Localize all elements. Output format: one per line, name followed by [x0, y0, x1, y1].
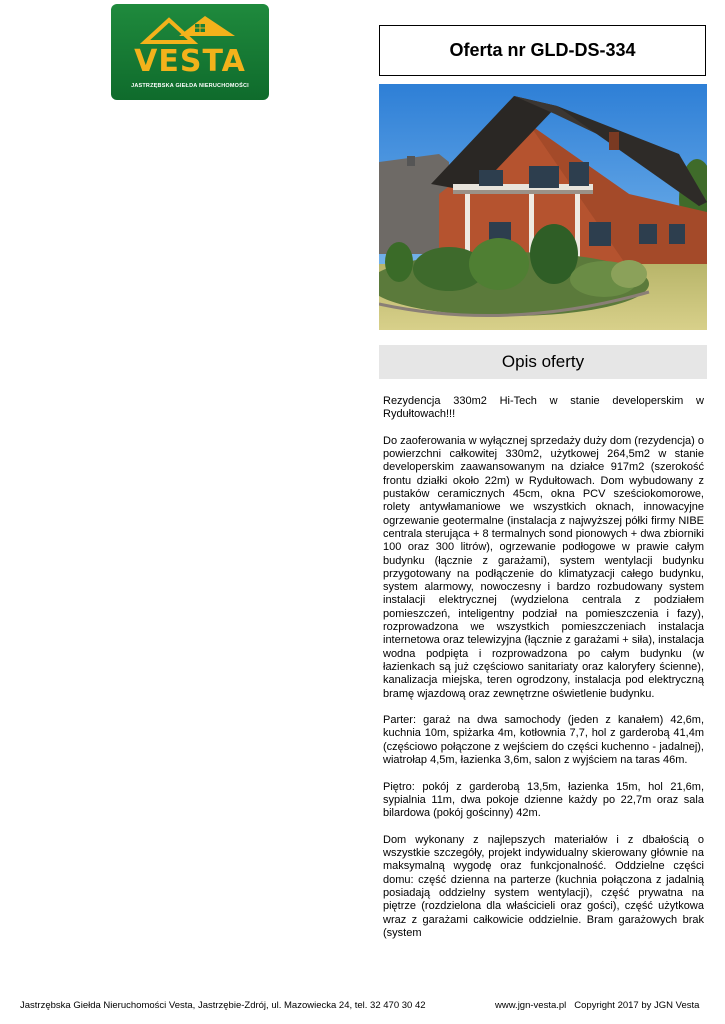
offer-title: Oferta nr GLD-DS-334: [449, 40, 636, 60]
offer-description: [383, 395, 704, 953]
description-paragraph: Piętro: pokój z garderobą 13,5m, łazienka 15m, hol 21,6m, sypialnia 11m, dwa pokoje dzienne każdy po 22,7m oraz sala bilardowa (pokój gościnny) 42m.: [383, 780, 704, 820]
house-roof-icon: [139, 14, 241, 46]
logo-wordmark: VESTA: [134, 44, 246, 79]
description-paragraph: Dom wykonany z najlepszych materiałów i z dbałością o wszystkie szczegóły, projekt indywidualny skierowany głównie na maksymalną wygodę oraz funkcjonalność. Oddzielne części domu: część dzienna na parterze (kuchnia połączona z jadalnią posiadają oddzielny system wentylacji), część prywatna na piętrze (rozdzielona dla właścicieli oraz gości), część użytkowa wraz z garażami całkowicie oddzielnie. Bram garażowych brak (system: [383, 833, 704, 939]
logo-subtitle: JASTRZĘBSKA GIEŁDA NIERUCHOMOŚCI: [131, 83, 249, 89]
footer-copyright: Copyright 2017 by JGN Vesta: [574, 1000, 700, 1011]
offer-title-box: [379, 25, 706, 76]
company-logo: [111, 4, 269, 100]
property-photo: [379, 84, 707, 330]
section-title-bar: [379, 345, 707, 379]
description-paragraph: Rezydencja 330m2 Hi-Tech w stanie developerskim w Rydułtowach!!!: [383, 395, 704, 421]
footer-address: Jastrzębska Giełda Nieruchomości Vesta, Jastrzębie-Zdrój, ul. Mazowiecka 24, tel. 32 470 30 42: [20, 1000, 426, 1011]
footer-right: [495, 1000, 699, 1011]
footer-website-link[interactable]: www.jgn-vesta.pl: [495, 1000, 567, 1011]
description-paragraph: Parter: garaż na dwa samochody (jeden z kanałem) 42,6m, kuchnia 10m, spiżarka 4m, kotłownia 7,7, hol z garderobą 41,4m (częściowo połączone z wejściem do części kuchenno - jadalnej), wiatrołap 4,5m, łazienka 3,6m, salon z wyjściem na taras 46m.: [383, 714, 704, 767]
section-title: Opis oferty: [501, 352, 585, 371]
description-paragraph: Do zaoferowania w wyłącznej sprzedaży duży dom (rezydencja) o powierzchni całkowitej 330m2, użytkowej 264,5m2 w stanie developerskim zaawansowanym na działce 917m2 (szerokość frontu działki około 22m) w Rydułtowach. Dom wybudowany z pustaków ceramicznych 45cm, okna PCV sześciokomorowe, rolety antywłamaniowe we wszystkich oknach, innowacyjne ogrzewanie geotermalne (instalacja z najwyższej półki firmy NIBE centrala sterująca + 8 termalnych sond pionowych + dwa zbiorniki 100 oraz 300 litrów), ogrzewanie podłogowe w prawie całym budynku (łącznie z garażami), system wentylacji budynku przygotowany na podłączenie do klimatyzacji całego budynku, system alarmowy, nowoczesny i bardzo rozbudowany system instalacji elektrycznej (wydzielona centrala z podziałem pomieszczeń, inteligentny podział na pomieszczenia i fazy), rozprowadzona we wszystkich pomieszczeniach instalacja internetowa oraz telewizyjna (łącznie z garażami + siła), instalacja wodna podpięta i rozprowadzona po całym budynku (w łazienkach są już częściowo sanitariaty oraz kaloryfery ścienne), kanalizacja miejska, teren ogrodzony, instalacja pod elektryczną bramę wjazdową oraz zewnętrzne oświetlenie budynku.: [383, 434, 704, 700]
